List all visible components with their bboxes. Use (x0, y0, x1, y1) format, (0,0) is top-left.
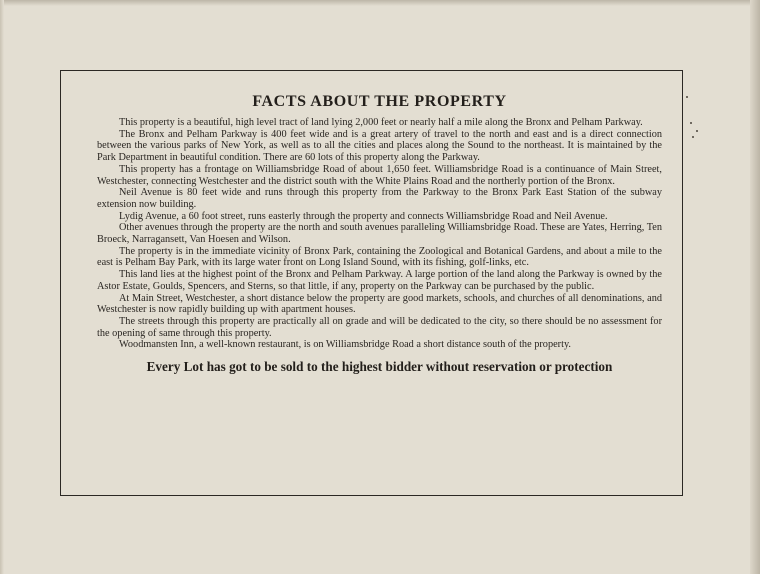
paragraph: This land lies at the highest point of the Bronx and Pelham Parkway. A large portion of the land along the Parkway is owned by the Astor Estate, Goulds, Spencers, and Sterns, so that little, if any, property on the Parkway can be purchased by the public. (97, 269, 662, 292)
page-edge-top (0, 0, 760, 6)
paragraph: Woodmansten Inn, a well-known restaurant, is on Williamsbridge Road a short distance south of the property. (119, 339, 572, 351)
bordered-text-box (60, 70, 683, 496)
ink-speck (690, 122, 692, 124)
page-edge-right (750, 0, 760, 574)
body-text (97, 117, 662, 351)
sale-tagline: Every Lot has got to be sold to the highest bidder without reservation or protection (146, 359, 613, 375)
paragraph: This property is a beautiful, high level tract of land lying 2,000 feet or nearly half a mile along the Bronx and Pelham Parkway. (119, 117, 643, 128)
page-edge-left (0, 0, 4, 574)
paragraph: Neil Avenue is 80 feet wide and runs through this property from the Parkway to the Bronx Park East Station of the subway extension now building. (97, 187, 662, 210)
paragraph: Lydig Avenue, a 60 foot street, runs easterly through the property and connects Williamsbridge Road and Neil Avenue. (119, 210, 608, 222)
paragraph: At Main Street, Westchester, a short distance below the property are good markets, schools, and churches of all denominations, and Westchester is now rapidly building up with apartment houses. (97, 292, 662, 316)
ink-speck (692, 136, 694, 138)
page-title: FACTS ABOUT THE PROPERTY (252, 93, 507, 110)
paragraph: The Bronx and Pelham Parkway is 400 feet wide and is a great artery of travel to the north and east and is a direct connection between the various parks of New York, as well as to all the cities and places along the Sound to the northeast. It is maintained by the Park Department in beautiful condition. There are 60 lots of this property along the Parkway. (97, 128, 662, 164)
paragraph: The streets through this property are practically all on grade and will be dedicated to the city, so there should be no assessment for the opening of same through this property. (97, 315, 662, 339)
ink-speck (696, 130, 698, 132)
paragraph: Other avenues through the property are the north and south avenues paralleling Williamsbridge Road. These are Yates, Herring, Ten Broeck, Narragansett, Van Hoesen and Wilson. (97, 222, 662, 246)
paragraph: The property is in the immediate vicinity of Bronx Park, containing the Zoological and Botanical Gardens, and about a mile to the east is Pelham Bay Park, with its large water front on Long Island Sound, with its fishing, golf-links, etc. (97, 245, 662, 269)
paragraph: This property has a frontage on Williamsbridge Road of about 1,650 feet. Williamsbridge Road is a continuance of Main Street, Westchester, connecting Westchester and the district south with the White Plains Road and the northerly portion of the Bronx. (97, 163, 662, 187)
ink-speck (686, 96, 688, 98)
